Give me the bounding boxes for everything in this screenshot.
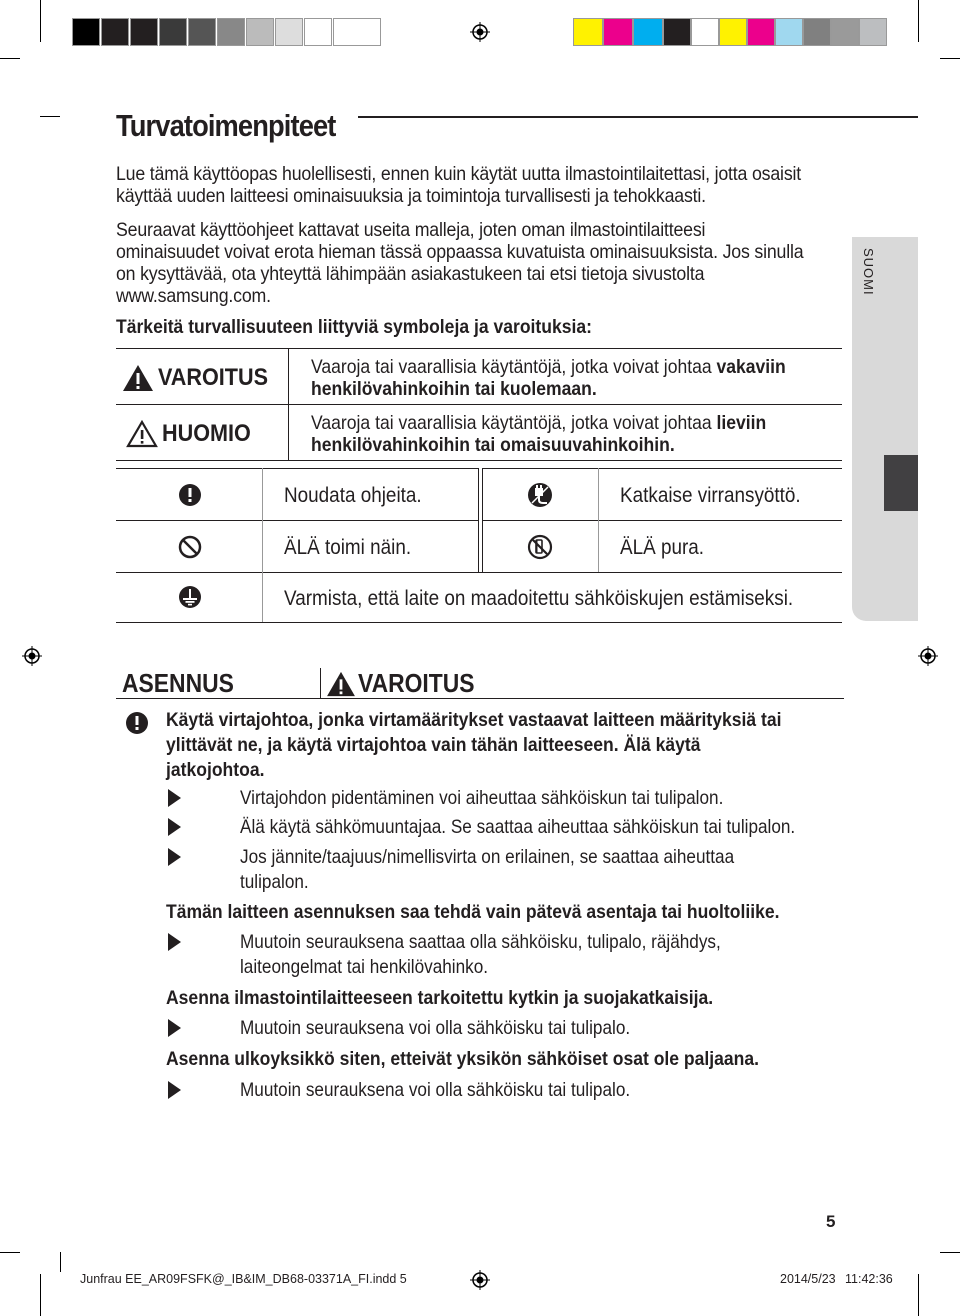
swatch bbox=[130, 18, 158, 46]
intro-paragraph: Seuraavat käyttöohjeet kattavat useita malleja, joten oman ilmastointilaitteesi ominaisuudet voivat erota hieman tässä oppaassa kuvatuista ominaisuuksista. Jos sinulla on kysyttävää, ota yhteyttä lähimpään asiakastukeen tai etsi tietoja sivustolta www.samsung.com. bbox=[116, 219, 804, 307]
consequence: Muutoin seurauksena saattaa olla sähköisku, tulipalo, räjähdys, laiteongelmat tai henkilövahinko. bbox=[240, 931, 721, 978]
crop-mark bbox=[40, 0, 41, 42]
swatch bbox=[101, 18, 129, 46]
language-tab-label: SUOMI bbox=[861, 248, 876, 296]
instruction: Asenna ilmastointilaitteeseen tarkoitettu kytkin ja suojakatkaisija. bbox=[166, 987, 714, 1009]
registration-mark-icon bbox=[22, 646, 42, 666]
section-title: ASENNUS bbox=[122, 668, 234, 698]
language-tab-marker bbox=[884, 455, 918, 511]
warning-triangle-icon bbox=[122, 364, 154, 392]
symbol-text: Katkaise virransyöttö. bbox=[620, 484, 801, 507]
swatch bbox=[72, 18, 100, 46]
registration-mark-icon bbox=[470, 1270, 490, 1290]
section-rule bbox=[116, 698, 844, 699]
swatch bbox=[633, 18, 663, 46]
do-not-disassemble-icon bbox=[527, 534, 553, 560]
exclamation-circle-icon bbox=[178, 483, 202, 507]
page-number: 5 bbox=[826, 1212, 836, 1231]
swatch bbox=[159, 18, 187, 46]
bullet-arrow-icon bbox=[168, 789, 181, 807]
section-signal-label: VAROITUS bbox=[358, 668, 475, 698]
intro-paragraph: Lue tämä käyttöopas huolellisesti, ennen kuin käytät uutta ilmastointilaitettasi, jotta osaisit käyttää uuden laitteesi ominaisuuksia ja toimintoja turvallisesti ja tehokkaasti. bbox=[116, 163, 802, 207]
signal-label: VAROITUS bbox=[158, 364, 269, 391]
symbol-text: Varmista, että laite on maadoitettu sähköiskujen estämiseksi. bbox=[284, 587, 794, 610]
crop-mark bbox=[0, 58, 20, 59]
signal-desc-text: Vaaroja tai vaarallisia käytäntöjä, jotka voivat johtaa bbox=[311, 412, 717, 434]
symbol-text: ÄLÄ toimi näin. bbox=[284, 536, 412, 559]
footer-filename: Junfrau EE_AR09FSFK@_IB&IM_DB68-03371A_FI.indd 5 bbox=[80, 1272, 407, 1286]
signal-warning bbox=[122, 364, 280, 392]
signal-desc-text: Vaaroja tai vaarallisia käytäntöjä, jotka voivat johtaa bbox=[311, 356, 717, 378]
crop-mark bbox=[0, 1252, 20, 1253]
warning-triangle-icon bbox=[326, 671, 356, 697]
swatch bbox=[719, 18, 747, 46]
consequence: Virtajohdon pidentäminen voi aiheuttaa sähköiskun tai tulipalon. bbox=[240, 787, 724, 809]
crop-mark bbox=[940, 1252, 960, 1253]
swatch bbox=[573, 18, 603, 46]
consequence: Muutoin seurauksena voi olla sähköisku tai tulipalo. bbox=[240, 1079, 631, 1101]
swatch bbox=[603, 18, 633, 46]
title-rule bbox=[358, 116, 918, 118]
exclamation-circle-icon bbox=[125, 711, 149, 735]
instruction: Tämän laitteen asennuksen saa tehdä vain pätevä asentaja tai huoltoliike. bbox=[166, 901, 780, 923]
swatch bbox=[859, 18, 887, 46]
crop-mark bbox=[40, 116, 60, 117]
crop-mark bbox=[918, 1274, 919, 1316]
table-divider bbox=[598, 468, 599, 572]
instruction: Asenna ulkoyksikkö siten, etteivät yksikön sähköiset osat ole paljaana. bbox=[166, 1048, 760, 1070]
swatch bbox=[775, 18, 803, 46]
consequence: Jos jännite/taajuus/nimellisvirta on erilainen, se saattaa aiheuttaa tulipalon. bbox=[240, 846, 735, 893]
signal-label: HUOMIO bbox=[162, 420, 251, 447]
swatch bbox=[831, 18, 859, 46]
table-divider bbox=[262, 468, 263, 622]
swatch bbox=[747, 18, 775, 46]
consequence: Muutoin seurauksena voi olla sähköisku tai tulipalo. bbox=[240, 1017, 631, 1039]
bullet-arrow-icon bbox=[168, 818, 181, 836]
section-divider bbox=[320, 668, 321, 698]
page-title: Turvatoimenpiteet bbox=[116, 108, 336, 143]
table-rule bbox=[116, 348, 842, 349]
bullet-arrow-icon bbox=[168, 1081, 181, 1099]
instruction: Käytä virtajohtoa, jonka virtamääritykset vastaavat laitteen määrityksiä tai ylittävät ne, ja käytä virtajohtoa vain tähän laitteeseen. Älä käytä jatkojohtoa. bbox=[166, 709, 782, 781]
signal-desc-emphasis: vakaviin henkilövahinkoihin tai kuolemaan. bbox=[311, 356, 786, 400]
caution-triangle-icon bbox=[126, 420, 158, 448]
swatch bbox=[803, 18, 831, 46]
footer-time: 11:42:36 bbox=[845, 1272, 893, 1286]
signal-caution bbox=[126, 420, 261, 448]
consequence: Älä käytä sähkömuuntajaa. Se saattaa aiheuttaa sähköiskun tai tulipalon. bbox=[240, 816, 796, 838]
swatch bbox=[275, 18, 303, 46]
unplug-icon bbox=[527, 482, 553, 508]
swatch bbox=[246, 18, 274, 46]
signal-desc-emphasis: lieviin henkilövahinkoihin tai omaisuuvahinkoihin. bbox=[311, 412, 767, 456]
bullet-arrow-icon bbox=[168, 933, 181, 951]
crop-mark bbox=[918, 0, 919, 42]
swatch bbox=[691, 18, 719, 46]
swatch bbox=[188, 18, 216, 46]
registration-mark-icon bbox=[918, 646, 938, 666]
signal-description bbox=[311, 356, 833, 400]
table-rule bbox=[116, 572, 842, 573]
crop-mark bbox=[60, 1252, 61, 1272]
section-signal bbox=[326, 668, 490, 699]
symbols-heading: Tärkeitä turvallisuuteen liittyviä symboleja ja varoituksia: bbox=[116, 316, 592, 338]
symbol-text: Noudata ohjeita. bbox=[284, 484, 422, 507]
ground-icon bbox=[178, 585, 202, 609]
table-rule bbox=[116, 460, 842, 461]
swatch bbox=[304, 18, 332, 46]
footer-date: 2014/5/23 bbox=[780, 1272, 836, 1286]
swatch bbox=[333, 18, 381, 46]
table-divider bbox=[478, 468, 483, 572]
table-rule bbox=[116, 404, 842, 405]
crop-mark bbox=[940, 58, 960, 59]
registration-mark-icon bbox=[470, 22, 490, 42]
signal-description bbox=[311, 412, 833, 456]
swatch bbox=[663, 18, 691, 46]
bullet-arrow-icon bbox=[168, 1019, 181, 1037]
table-rule bbox=[116, 622, 842, 623]
bullet-arrow-icon bbox=[168, 848, 181, 866]
swatch bbox=[217, 18, 245, 46]
prohibited-icon bbox=[178, 535, 202, 559]
crop-mark bbox=[40, 1274, 41, 1316]
symbol-text: ÄLÄ pura. bbox=[620, 536, 705, 559]
